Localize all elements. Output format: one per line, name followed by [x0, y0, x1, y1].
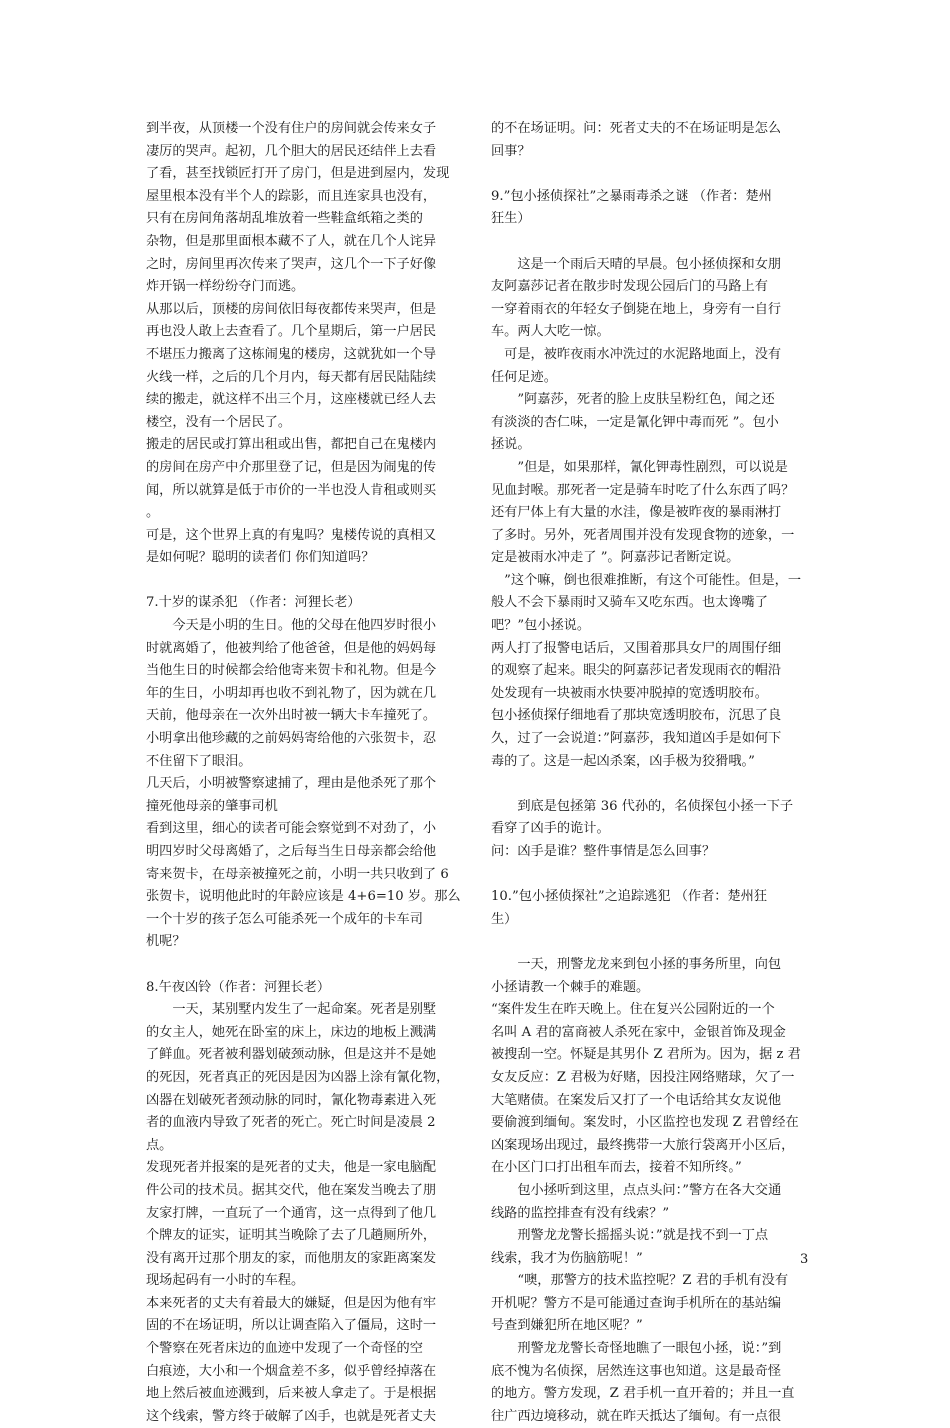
- right-column: [491, 118, 811, 1428]
- left-column-line: 一天，某别墅内发生了一起命案。死者是别墅: [146, 1002, 437, 1018]
- right-column-line: 处发现有一块被雨水快要冲脱掉的宽透明胶布。: [491, 685, 768, 701]
- right-column-line: 底不愧为名侦探，居然连这事也知道。这是最奇怪: [491, 1363, 782, 1379]
- left-column-line: 之时，房间里再次传来了哭声，这几个一下子好像: [146, 256, 437, 272]
- left-column-line: 不住留下了眼泪。: [146, 753, 252, 769]
- left-column-line: [146, 954, 466, 977]
- left-column-line: 闻，所以就算是低于市价的一半也没人肯租或则买: [146, 482, 437, 498]
- left-column-line: 火线一样，之后的几个月内，每天都有居民陆陆续: [146, 369, 437, 385]
- right-column-line: 毒的了。这是一起凶杀案，凶手极为狡猾哦。”: [491, 753, 755, 769]
- left-column-line: 时就离婚了，他被判给了他爸爸，但是他的妈妈每: [146, 640, 437, 656]
- right-column-line: 生）: [491, 911, 518, 927]
- right-column-line: 在小区门口打出租车而去，接着不知所终。”: [491, 1160, 742, 1176]
- right-column-line: 久，过了一会说道：”阿嘉莎，我知道凶手是如何下: [491, 731, 782, 747]
- right-column-line: 要偷渡到缅甸。案发时，小区监控也发现 Z 君曾经在: [491, 1115, 799, 1131]
- left-column-line: 现场起码有一小时的车程。: [146, 1273, 305, 1289]
- right-column-line: 看穿了凶手的诡计。: [491, 821, 610, 837]
- right-column-line: 大笔赌债。在案发后又打了一个电话给其女友说他: [491, 1092, 782, 1108]
- left-column-line: 的房间在房产中介那里登了记，但是因为闹鬼的传: [146, 459, 437, 475]
- left-column-line: 没有离开过那个朋友的家，而他朋友的家距离案发: [146, 1250, 437, 1266]
- left-column-line: 撞死他母亲的肇事司机: [146, 798, 278, 814]
- left-column-line: 看到这里，细心的读者可能会察觉到不对劲了，小: [146, 821, 437, 837]
- left-column-line: 搬走的居民或打算出租或出售，都把自己在鬼楼内: [146, 437, 437, 453]
- left-column-line: 今天是小明的生日。他的父母在他四岁时很小: [146, 618, 437, 634]
- right-column-line: ”这个嘛，倒也很难推断，有这个可能性。但是，一: [491, 572, 802, 588]
- right-column-line: 的地方。警方发现，Z 君手机一直开着的；并且一直: [491, 1386, 795, 1402]
- left-column-line: 8.午夜凶铃（作者：河狸长老）: [146, 979, 331, 995]
- left-column-line: 点。: [146, 1137, 173, 1153]
- left-column-line: 这个线索，警方终于破解了凶手，也就是死者丈夫: [146, 1408, 437, 1424]
- left-column-line: 凄厉的哭声。起初，几个胆大的居民还结伴上去看: [146, 143, 437, 159]
- left-column-line: 炸开锅一样纷纷夺门而逃。: [146, 279, 305, 295]
- left-column-line: 个牌友的证实，证明其当晚除了去了几趟厕所外，: [146, 1228, 437, 1244]
- page-number: 3: [800, 1252, 809, 1267]
- left-column-line: 再也没人敢上去查看了。几个星期后，第一户居民: [146, 324, 437, 340]
- left-column-line: 张贺卡，说明他此时的年龄应该是 4+6=10 岁。那么: [146, 889, 461, 905]
- right-column-line: 友阿嘉莎记者在散步时发现公园后门的马路上有: [491, 279, 768, 295]
- left-column-line: 天前，他母亲在一次外出时被一辆大卡车撞死了。: [146, 708, 437, 724]
- right-column-line: [491, 231, 811, 254]
- right-column-line: 车。两人大吃一惊。: [491, 324, 610, 340]
- right-column-line: 任何足迹。: [491, 369, 557, 385]
- left-column-line: 当他生日的时候都会给他寄来贺卡和礼物。但是今: [146, 663, 437, 679]
- right-column-line: 的不在场证明。问：死者丈夫的不在场证明是怎么: [491, 121, 782, 136]
- left-column-line: 发现死者并报案的是死者的丈夫，他是一家电脑配: [146, 1160, 437, 1176]
- left-column-line: 7.十岁的谋杀犯 （作者：河狸长老）: [146, 595, 361, 611]
- left-column-line: 杂物，但是那里面根本藏不了人，就在几个人诧异: [146, 233, 437, 249]
- left-column-line: 几天后，小明被警察逮捕了，理由是他杀死了那个: [146, 776, 437, 792]
- right-column-line: 这是一个雨后天晴的早晨。包小拯侦探和女朋: [491, 256, 782, 272]
- right-column-line: 问：凶手是谁？整件事情是怎么回事？: [491, 844, 716, 859]
- right-column-line: 到底是包拯第 36 代孙的，名侦探包小拯一下子: [491, 798, 794, 814]
- right-column-line: ”阿嘉莎，死者的脸上皮肤呈粉红色，闻之还: [491, 392, 775, 408]
- left-column-line: 的女主人，她死在卧室的床上，床边的地板上溅满: [146, 1024, 437, 1040]
- right-column-line: 9.”包小拯侦探社”之暴雨毒杀之谜 （作者：楚州: [491, 188, 772, 204]
- right-column-line: 包小拯侦探仔细地看了那块宽透明胶布，沉思了良: [491, 708, 782, 724]
- right-column-line: 名叫 A 君的富商被人杀死在家中，金银首饰及现金: [491, 1024, 786, 1040]
- right-column-line: 了多时。另外，死者周围并没有发现食物的迹象，一: [491, 527, 795, 543]
- right-column-line: 般人不会下暴雨时又骑车又吃东西。也太谗嘴了: [491, 595, 768, 611]
- right-column-line: 小拯请教一个棘手的难题。: [491, 979, 650, 995]
- right-column-line: 女友反应：Z 君极为好赌，因投注网络赌球，欠了一: [491, 1069, 795, 1085]
- left-column-line: 从那以后，顶楼的房间依旧每夜都传来哭声，但是: [146, 301, 437, 317]
- left-column-line: 到半夜，从顶楼一个没有住户的房间就会传来女子: [146, 121, 437, 136]
- left-column-line: 只有在房间角落胡乱堆放着一些鞋盒纸箱之类的: [146, 211, 423, 227]
- right-column-line: 有淡淡的杏仁味，一定是氰化钾中毒而死 ”。包小: [491, 414, 779, 430]
- left-column-line: 的死因，死者真正的死因是因为凶器上涂有氰化物，: [146, 1069, 450, 1085]
- right-column-line: [491, 864, 811, 887]
- right-column-line: 吧？”包小拯说。: [491, 618, 591, 634]
- right-column-line: ”但是，如果那样，氰化钾毒性剧烈，可以说是: [491, 459, 788, 475]
- left-column-line: [146, 570, 466, 593]
- right-column-line: [491, 773, 811, 796]
- left-column-line: 个警察在死者床边的血迹中发现了一个奇怪的空: [146, 1341, 423, 1357]
- right-column-line: “噢，那警方的技术监控呢？Z 君的手机有没有: [491, 1273, 789, 1289]
- left-column-line: 地上然后被血迹溅到，后来被人拿走了。于是根据: [146, 1386, 437, 1402]
- left-column-line: 续的搬走，就这样不出三个月，这座楼就已经人去: [146, 392, 437, 408]
- right-column-line: 刑警龙龙警长奇怪地瞧了一眼包小拯，说：”到: [491, 1341, 782, 1357]
- right-column-line: 狂生）: [491, 211, 531, 227]
- left-column-line: 友家打牌，一直玩了一个通宵，这一点得到了他几: [146, 1205, 437, 1221]
- right-column-line: 10.”包小拯侦探社”之追踪逃犯 （作者：楚州狂: [491, 889, 768, 905]
- left-column-line: 者的血液内导致了死者的死亡。死亡时间是凌晨 2: [146, 1115, 436, 1131]
- right-column-line: 还有尸体上有大量的水洼，像是被昨夜的暴雨淋打: [491, 505, 782, 521]
- right-column-line: 一穿着雨衣的年轻女子倒毙在地上，身旁有一自行: [491, 301, 782, 317]
- left-column-line: 白痕迹，大小和一个烟盒差不多，似乎曾经掉落在: [146, 1363, 437, 1379]
- right-column-line: 一天，刑警龙龙来到包小拯的事务所里，向包: [491, 956, 782, 972]
- right-column-line: 回事？: [491, 143, 531, 159]
- left-column-line: 是如何呢？聪明的读者们 你们知道吗？: [146, 550, 375, 566]
- left-column-line: 小明拿出他珍藏的之前妈妈寄给他的六张贺卡，忍: [146, 731, 437, 747]
- left-column-line: 固的不在场证明，所以让调查陷入了僵局，这时一: [146, 1318, 437, 1334]
- left-column-line: 。: [146, 505, 160, 521]
- right-column-line: 见血封喉。那死者一定是骑车时吃了什么东西了吗？: [491, 482, 795, 498]
- right-column-line: 号查到嫌犯所在地区呢？”: [491, 1318, 643, 1334]
- right-column-line: “案件发生在昨天晚上。住在复兴公园附近的一个: [491, 1002, 775, 1018]
- right-column-line: 刑警龙龙警长摇摇头说：”就是找不到一丁点: [491, 1228, 769, 1244]
- left-column: [146, 118, 466, 1428]
- left-column-line: 年的生日，小明却再也收不到礼物了，因为就在几: [146, 685, 437, 701]
- left-column-line: 机呢？: [146, 934, 186, 950]
- left-column-line: 屋里根本没有半个人的踪影，而且连家具也没有，: [146, 188, 437, 204]
- left-column-line: 不堪压力搬离了这栋闹鬼的楼房，这就犹如一个导: [146, 346, 437, 362]
- left-column-line: 了鲜血。死者被利器划破颈动脉，但是这并不是她: [146, 1047, 437, 1063]
- right-column-line: 包小拯听到这里，点点头问：”警方在各大交通: [491, 1182, 782, 1198]
- right-column-line: [491, 163, 811, 186]
- right-column-line: 线索，我才为伤脑筋呢！”: [491, 1250, 643, 1266]
- left-column-line: 寄来贺卡，在母亲被撞死之前，小明一共只收到了 6: [146, 866, 449, 882]
- left-column-line: 一个十岁的孩子怎么可能杀死一个成年的卡车司: [146, 911, 423, 927]
- right-column-line: 拯说。: [491, 437, 531, 453]
- left-column-line: 明四岁时父母离婚了，之后每当生日母亲都会给他: [146, 844, 437, 859]
- left-column-line: 凶器在划破死者颈动脉的同时，氰化物毒素进入死: [146, 1092, 437, 1108]
- right-column-line: [491, 931, 811, 954]
- right-column-line: 凶案现场出现过，最终携带一大旅行袋离开小区后，: [491, 1137, 795, 1153]
- left-column-line: 本来死者的丈夫有着最大的嫌疑，但是因为他有牢: [146, 1295, 437, 1311]
- right-column-line: 两人打了报警电话后，又围着那具女尸的周围仔细: [491, 640, 782, 656]
- right-column-line: 可是，被昨夜雨水冲洗过的水泥路地面上，没有: [491, 346, 782, 362]
- left-column-line: 可是，这个世界上真的有鬼吗？鬼楼传说的真相又: [146, 527, 437, 543]
- left-column-line: 件公司的技术员。据其交代，他在案发当晚去了朋: [146, 1182, 437, 1198]
- right-column-line: 定是被雨水冲走了 ”。阿嘉莎记者断定说。: [491, 550, 740, 566]
- right-column-line: 被搜刮一空。怀疑是其男仆 Z 君所为。因为，据 z 君: [491, 1047, 801, 1063]
- right-column-line: 开机呢？警方不是可能通过查询手机所在的基站编: [491, 1295, 782, 1311]
- right-column-line: 往广西边境移动，就在昨天抵达了缅甸。有一点很: [491, 1408, 782, 1424]
- right-column-line: 的观察了起来。眼尖的阿嘉莎记者发现雨衣的帽沿: [491, 663, 782, 679]
- right-column-line: 线路的监控排查有没有线索？”: [491, 1205, 670, 1221]
- left-column-line: 了看，甚至找锁匠打开了房门，但是进到屋内，发现: [146, 166, 450, 182]
- left-column-line: 楼空，没有一个居民了。: [146, 414, 292, 430]
